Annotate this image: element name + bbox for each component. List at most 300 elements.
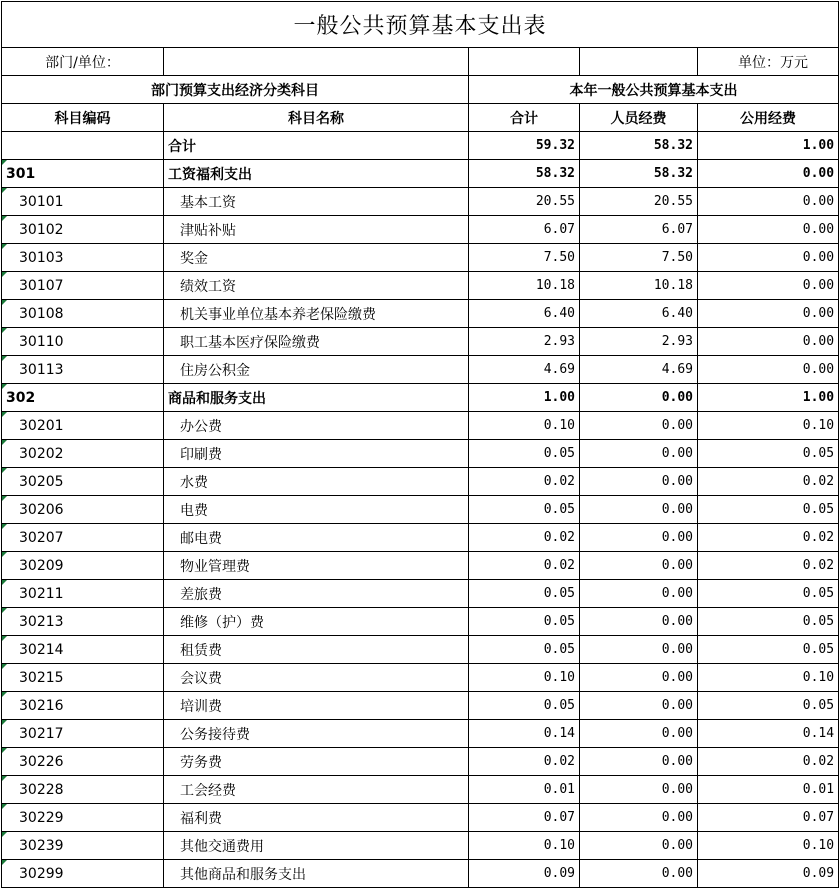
public-cell-text: 0.00: [802, 306, 835, 321]
col-header-code: 科目编码: [2, 104, 164, 132]
total-cell-text: 0.05: [543, 614, 575, 629]
personnel-cell[interactable]: [580, 412, 698, 440]
col-header-personnel: 人员经费: [580, 104, 698, 132]
personnel-cell[interactable]: [580, 552, 698, 580]
name-cell[interactable]: [164, 468, 469, 496]
public-cell[interactable]: [698, 300, 839, 328]
personnel-cell[interactable]: [580, 608, 698, 636]
table-row[interactable]: [2, 160, 839, 188]
name-cell[interactable]: [164, 188, 469, 216]
public-cell[interactable]: [698, 468, 839, 496]
cell-marker-icon: [2, 552, 7, 557]
total-cell[interactable]: [469, 860, 580, 888]
code-cell-text: 30102: [19, 221, 64, 238]
code-cell-text: 30206: [19, 501, 64, 518]
code-cell[interactable]: [2, 692, 164, 720]
name-cell-text: 机关事业单位基本养老保险缴费: [180, 306, 376, 323]
total-cell[interactable]: [469, 356, 580, 384]
total-cell[interactable]: [469, 384, 580, 412]
code-cell-text: 302: [6, 389, 36, 406]
total-cell-text: 0.05: [543, 502, 575, 517]
unit-label: 单位：万元: [698, 48, 839, 76]
table-row[interactable]: [2, 776, 839, 804]
public-cell-text: 0.10: [802, 838, 835, 853]
personnel-cell-text: 4.69: [661, 362, 693, 377]
personnel-cell[interactable]: [580, 272, 698, 300]
table-row[interactable]: [2, 356, 839, 384]
personnel-cell[interactable]: [580, 300, 698, 328]
public-cell[interactable]: [698, 216, 839, 244]
dept-label: 部门/单位：: [2, 48, 164, 76]
total-cell-text: 2.93: [543, 334, 575, 349]
meta-blank-cell[interactable]: [469, 48, 580, 76]
dept-value-cell[interactable]: [164, 48, 469, 76]
total-cell[interactable]: [469, 832, 580, 860]
cell-marker-icon: [2, 720, 7, 725]
public-cell-text: 0.05: [802, 614, 835, 629]
personnel-cell[interactable]: [580, 524, 698, 552]
public-cell[interactable]: [698, 440, 839, 468]
col-header-public: 公用经费: [698, 104, 839, 132]
code-cell-text: 30103: [19, 249, 64, 266]
personnel-cell-text: 6.40: [661, 306, 693, 321]
name-cell[interactable]: [164, 524, 469, 552]
total-cell-text: 20.55: [535, 194, 575, 209]
public-cell-text: 1.00: [802, 390, 835, 405]
name-cell[interactable]: [164, 272, 469, 300]
code-cell[interactable]: [2, 132, 164, 160]
name-cell-text: 职工基本医疗保险缴费: [180, 334, 320, 351]
code-cell[interactable]: [2, 524, 164, 552]
name-cell[interactable]: [164, 440, 469, 468]
table-row[interactable]: [2, 244, 839, 272]
total-cell-text: 0.05: [543, 642, 575, 657]
personnel-cell-text: 2.93: [661, 334, 693, 349]
table-row[interactable]: [2, 440, 839, 468]
public-cell[interactable]: [698, 748, 839, 776]
name-cell[interactable]: [164, 804, 469, 832]
code-cell-text: 30205: [19, 473, 64, 490]
cell-marker-icon: [2, 748, 7, 753]
cell-marker-icon: [2, 356, 7, 361]
total-cell[interactable]: [469, 300, 580, 328]
code-cell-text: 30239: [19, 837, 64, 854]
public-cell-text: 0.00: [802, 250, 835, 265]
table-row[interactable]: [2, 804, 839, 832]
public-cell-text: 0.09: [802, 866, 835, 881]
code-cell[interactable]: [2, 832, 164, 860]
code-cell[interactable]: [2, 664, 164, 692]
code-cell[interactable]: [2, 188, 164, 216]
code-cell-text: 30110: [19, 333, 64, 350]
personnel-cell[interactable]: [580, 804, 698, 832]
total-cell-text: 6.07: [543, 222, 575, 237]
group-header-right: 本年一般公共预算基本支出: [469, 76, 839, 104]
name-cell[interactable]: [164, 412, 469, 440]
cell-marker-icon: [2, 580, 7, 585]
table-row[interactable]: [2, 468, 839, 496]
personnel-cell-text: 0.00: [661, 810, 693, 825]
code-cell-text: 30207: [19, 529, 64, 546]
public-cell[interactable]: [698, 272, 839, 300]
personnel-cell-text: 0.00: [661, 614, 693, 629]
personnel-cell-text: 0.00: [661, 642, 693, 657]
table-row[interactable]: [2, 328, 839, 356]
cell-marker-icon: [2, 804, 7, 809]
public-cell[interactable]: [698, 244, 839, 272]
name-cell[interactable]: [164, 328, 469, 356]
total-cell-text: 0.10: [543, 838, 575, 853]
col-header-name: 科目名称: [164, 104, 469, 132]
public-cell[interactable]: [698, 188, 839, 216]
public-cell[interactable]: [698, 496, 839, 524]
personnel-cell[interactable]: [580, 160, 698, 188]
total-cell[interactable]: [469, 216, 580, 244]
name-cell-text: 绩效工资: [180, 278, 236, 295]
personnel-cell-text: 7.50: [661, 250, 693, 265]
personnel-cell[interactable]: [580, 496, 698, 524]
total-cell[interactable]: [469, 468, 580, 496]
cell-marker-icon: [2, 776, 7, 781]
table-row[interactable]: [2, 692, 839, 720]
name-cell[interactable]: [164, 244, 469, 272]
code-cell[interactable]: [2, 552, 164, 580]
total-cell-text: 0.09: [543, 866, 575, 881]
personnel-cell[interactable]: [580, 188, 698, 216]
code-cell[interactable]: [2, 720, 164, 748]
personnel-cell[interactable]: [580, 664, 698, 692]
total-cell-text: 0.02: [543, 754, 575, 769]
name-cell-text: 合计: [168, 138, 196, 155]
table-row[interactable]: [2, 132, 839, 160]
code-cell[interactable]: [2, 608, 164, 636]
total-cell-text: 0.02: [543, 530, 575, 545]
total-cell-text: 0.05: [543, 446, 575, 461]
table-row[interactable]: [2, 300, 839, 328]
name-cell[interactable]: [164, 664, 469, 692]
public-cell[interactable]: [698, 160, 839, 188]
total-cell[interactable]: [469, 412, 580, 440]
personnel-cell[interactable]: [580, 244, 698, 272]
public-cell-text: 0.02: [802, 558, 835, 573]
personnel-cell-text: 58.32: [653, 166, 693, 181]
public-cell-text: 0.00: [802, 166, 835, 181]
total-cell[interactable]: [469, 440, 580, 468]
total-cell[interactable]: [469, 664, 580, 692]
cell-marker-icon: [2, 860, 7, 865]
code-cell[interactable]: [2, 300, 164, 328]
code-cell[interactable]: [2, 636, 164, 664]
code-cell-text: 30101: [19, 193, 64, 210]
public-cell[interactable]: [698, 412, 839, 440]
public-cell-text: 0.05: [802, 502, 835, 517]
code-cell-text: 30228: [19, 781, 64, 798]
code-cell[interactable]: [2, 440, 164, 468]
total-cell-text: 0.01: [543, 782, 575, 797]
code-cell[interactable]: [2, 244, 164, 272]
public-cell[interactable]: [698, 776, 839, 804]
public-cell[interactable]: [698, 860, 839, 888]
table-row[interactable]: [2, 748, 839, 776]
total-cell[interactable]: [469, 524, 580, 552]
name-cell-text: 办公费: [180, 418, 222, 435]
total-cell[interactable]: [469, 132, 580, 160]
name-cell[interactable]: [164, 832, 469, 860]
name-cell-text: 福利费: [180, 810, 222, 827]
name-cell[interactable]: [164, 300, 469, 328]
personnel-cell[interactable]: [580, 720, 698, 748]
table-row[interactable]: [2, 412, 839, 440]
personnel-cell[interactable]: [580, 468, 698, 496]
code-cell[interactable]: [2, 328, 164, 356]
cell-marker-icon: [2, 636, 7, 641]
code-cell[interactable]: [2, 272, 164, 300]
public-cell[interactable]: [698, 524, 839, 552]
public-cell-text: 0.02: [802, 754, 835, 769]
public-cell[interactable]: [698, 580, 839, 608]
total-cell[interactable]: [469, 748, 580, 776]
total-cell[interactable]: [469, 692, 580, 720]
cell-marker-icon: [2, 188, 7, 193]
budget-table: [1, 1, 839, 888]
name-cell-text: 津贴补贴: [180, 222, 236, 239]
name-cell-text: 租赁费: [180, 642, 222, 659]
personnel-cell-text: 0.00: [661, 670, 693, 685]
code-cell-text: 301: [6, 165, 36, 182]
total-cell-text: 0.10: [543, 418, 575, 433]
personnel-cell[interactable]: [580, 748, 698, 776]
personnel-cell-text: 0.00: [661, 502, 693, 517]
personnel-cell[interactable]: [580, 356, 698, 384]
total-cell[interactable]: [469, 496, 580, 524]
public-cell-text: 0.05: [802, 698, 835, 713]
personnel-cell[interactable]: [580, 132, 698, 160]
code-cell[interactable]: [2, 776, 164, 804]
code-cell-text: 30215: [19, 669, 64, 686]
code-cell[interactable]: [2, 496, 164, 524]
table-row[interactable]: [2, 524, 839, 552]
name-cell[interactable]: [164, 216, 469, 244]
cell-marker-icon: [2, 608, 7, 613]
public-cell-text: 0.07: [802, 810, 835, 825]
total-cell[interactable]: [469, 580, 580, 608]
cell-marker-icon: [2, 832, 7, 837]
name-cell[interactable]: [164, 356, 469, 384]
total-cell-text: 0.05: [543, 586, 575, 601]
code-cell[interactable]: [2, 384, 164, 412]
personnel-cell-text: 0.00: [661, 530, 693, 545]
table-row[interactable]: [2, 384, 839, 412]
name-cell[interactable]: [164, 496, 469, 524]
personnel-cell[interactable]: [580, 692, 698, 720]
table-row[interactable]: [2, 580, 839, 608]
col-header-total: 合计: [469, 104, 580, 132]
total-cell[interactable]: [469, 272, 580, 300]
name-cell[interactable]: [164, 384, 469, 412]
public-cell[interactable]: [698, 552, 839, 580]
personnel-cell-text: 0.00: [661, 390, 693, 405]
public-cell[interactable]: [698, 720, 839, 748]
table-row[interactable]: [2, 720, 839, 748]
personnel-cell[interactable]: [580, 384, 698, 412]
public-cell-text: 0.05: [802, 642, 835, 657]
code-cell-text: 30113: [19, 361, 64, 378]
name-cell-text: 住房公积金: [180, 362, 250, 379]
code-cell-text: 30107: [19, 277, 64, 294]
name-cell-text: 公务接待费: [180, 726, 250, 743]
name-cell-text: 劳务费: [180, 754, 222, 771]
public-cell[interactable]: [698, 664, 839, 692]
code-cell[interactable]: [2, 580, 164, 608]
name-cell[interactable]: [164, 860, 469, 888]
public-cell[interactable]: [698, 356, 839, 384]
public-cell-text: 0.05: [802, 446, 835, 461]
personnel-cell[interactable]: [580, 440, 698, 468]
personnel-cell-text: 6.07: [661, 222, 693, 237]
code-cell-text: 30226: [19, 753, 64, 770]
public-cell[interactable]: [698, 832, 839, 860]
table-row[interactable]: [2, 636, 839, 664]
cell-marker-icon: [2, 692, 7, 697]
code-cell[interactable]: [2, 160, 164, 188]
personnel-cell[interactable]: [580, 776, 698, 804]
personnel-cell-text: 0.00: [661, 726, 693, 741]
personnel-cell[interactable]: [580, 860, 698, 888]
name-cell[interactable]: [164, 692, 469, 720]
cell-marker-icon: [2, 496, 7, 501]
personnel-cell-text: 0.00: [661, 782, 693, 797]
table-row[interactable]: [2, 832, 839, 860]
cell-marker-icon: [2, 272, 7, 277]
total-cell-text: 1.00: [543, 390, 575, 405]
code-cell-text: 30202: [19, 445, 64, 462]
code-cell[interactable]: [2, 216, 164, 244]
total-cell[interactable]: [469, 244, 580, 272]
cell-marker-icon: [2, 300, 7, 305]
name-cell[interactable]: [164, 636, 469, 664]
code-cell-text: 30217: [19, 725, 64, 742]
code-cell-text: 30211: [19, 585, 64, 602]
total-cell[interactable]: [469, 776, 580, 804]
table-row[interactable]: [2, 216, 839, 244]
personnel-cell[interactable]: [580, 580, 698, 608]
total-cell-text: 7.50: [543, 250, 575, 265]
personnel-cell-text: 20.55: [653, 194, 693, 209]
public-cell-text: 0.10: [802, 418, 835, 433]
total-cell[interactable]: [469, 328, 580, 356]
name-cell[interactable]: [164, 608, 469, 636]
code-cell-text: 30201: [19, 417, 64, 434]
name-cell[interactable]: [164, 580, 469, 608]
total-cell-text: 58.32: [535, 166, 575, 181]
total-cell[interactable]: [469, 804, 580, 832]
table-row[interactable]: [2, 860, 839, 888]
public-cell-text: 0.10: [802, 670, 835, 685]
table-row[interactable]: [2, 496, 839, 524]
personnel-cell-text: 0.00: [661, 474, 693, 489]
name-cell-text: 培训费: [180, 698, 222, 715]
meta-blank-cell[interactable]: [580, 48, 698, 76]
personnel-cell-text: 0.00: [661, 586, 693, 601]
table-row[interactable]: [2, 552, 839, 580]
code-cell-text: 30209: [19, 557, 64, 574]
code-cell-text: 30108: [19, 305, 64, 322]
total-cell[interactable]: [469, 636, 580, 664]
personnel-cell-text: 10.18: [653, 278, 693, 293]
code-cell[interactable]: [2, 468, 164, 496]
personnel-cell[interactable]: [580, 216, 698, 244]
code-cell[interactable]: [2, 412, 164, 440]
table-row[interactable]: [2, 272, 839, 300]
code-cell-text: 30213: [19, 613, 64, 630]
name-cell[interactable]: [164, 748, 469, 776]
name-cell-text: 工会经费: [180, 782, 236, 799]
public-cell[interactable]: [698, 328, 839, 356]
public-cell-text: 0.00: [802, 222, 835, 237]
public-cell[interactable]: [698, 384, 839, 412]
public-cell[interactable]: [698, 608, 839, 636]
total-cell-text: 0.07: [543, 810, 575, 825]
code-cell-text: 30229: [19, 809, 64, 826]
code-cell-text: 30216: [19, 697, 64, 714]
public-cell[interactable]: [698, 692, 839, 720]
personnel-cell[interactable]: [580, 636, 698, 664]
name-cell-text: 奖金: [180, 250, 208, 267]
table-row[interactable]: [2, 608, 839, 636]
table-row[interactable]: [2, 664, 839, 692]
total-cell-text: 59.32: [535, 138, 575, 153]
cell-marker-icon: [2, 384, 7, 389]
public-cell-text: 0.02: [802, 474, 835, 489]
name-cell[interactable]: [164, 160, 469, 188]
total-cell-text: 4.69: [543, 362, 575, 377]
total-cell[interactable]: [469, 608, 580, 636]
code-cell[interactable]: [2, 748, 164, 776]
total-cell-text: 0.02: [543, 474, 575, 489]
total-cell[interactable]: [469, 552, 580, 580]
public-cell-text: 0.05: [802, 586, 835, 601]
total-cell-text: 6.40: [543, 306, 575, 321]
total-cell-text: 0.14: [543, 726, 575, 741]
name-cell-text: 邮电费: [180, 530, 222, 547]
name-cell[interactable]: [164, 776, 469, 804]
cell-marker-icon: [2, 524, 7, 529]
table-row[interactable]: [2, 188, 839, 216]
cell-marker-icon: [2, 160, 7, 165]
public-cell[interactable]: [698, 804, 839, 832]
total-cell[interactable]: [469, 188, 580, 216]
name-cell-text: 其他交通费用: [180, 838, 264, 855]
cell-marker-icon: [2, 440, 7, 445]
personnel-cell[interactable]: [580, 832, 698, 860]
public-cell[interactable]: [698, 132, 839, 160]
code-cell[interactable]: [2, 804, 164, 832]
personnel-cell-text: 0.00: [661, 754, 693, 769]
total-cell[interactable]: [469, 160, 580, 188]
personnel-cell[interactable]: [580, 328, 698, 356]
code-cell[interactable]: [2, 356, 164, 384]
public-cell-text: 0.00: [802, 278, 835, 293]
public-cell-text: 0.02: [802, 530, 835, 545]
public-cell[interactable]: [698, 636, 839, 664]
code-cell[interactable]: [2, 860, 164, 888]
total-cell[interactable]: [469, 720, 580, 748]
name-cell[interactable]: [164, 552, 469, 580]
personnel-cell-text: 0.00: [661, 698, 693, 713]
name-cell[interactable]: [164, 132, 469, 160]
name-cell-text: 基本工资: [180, 194, 236, 211]
name-cell[interactable]: [164, 720, 469, 748]
